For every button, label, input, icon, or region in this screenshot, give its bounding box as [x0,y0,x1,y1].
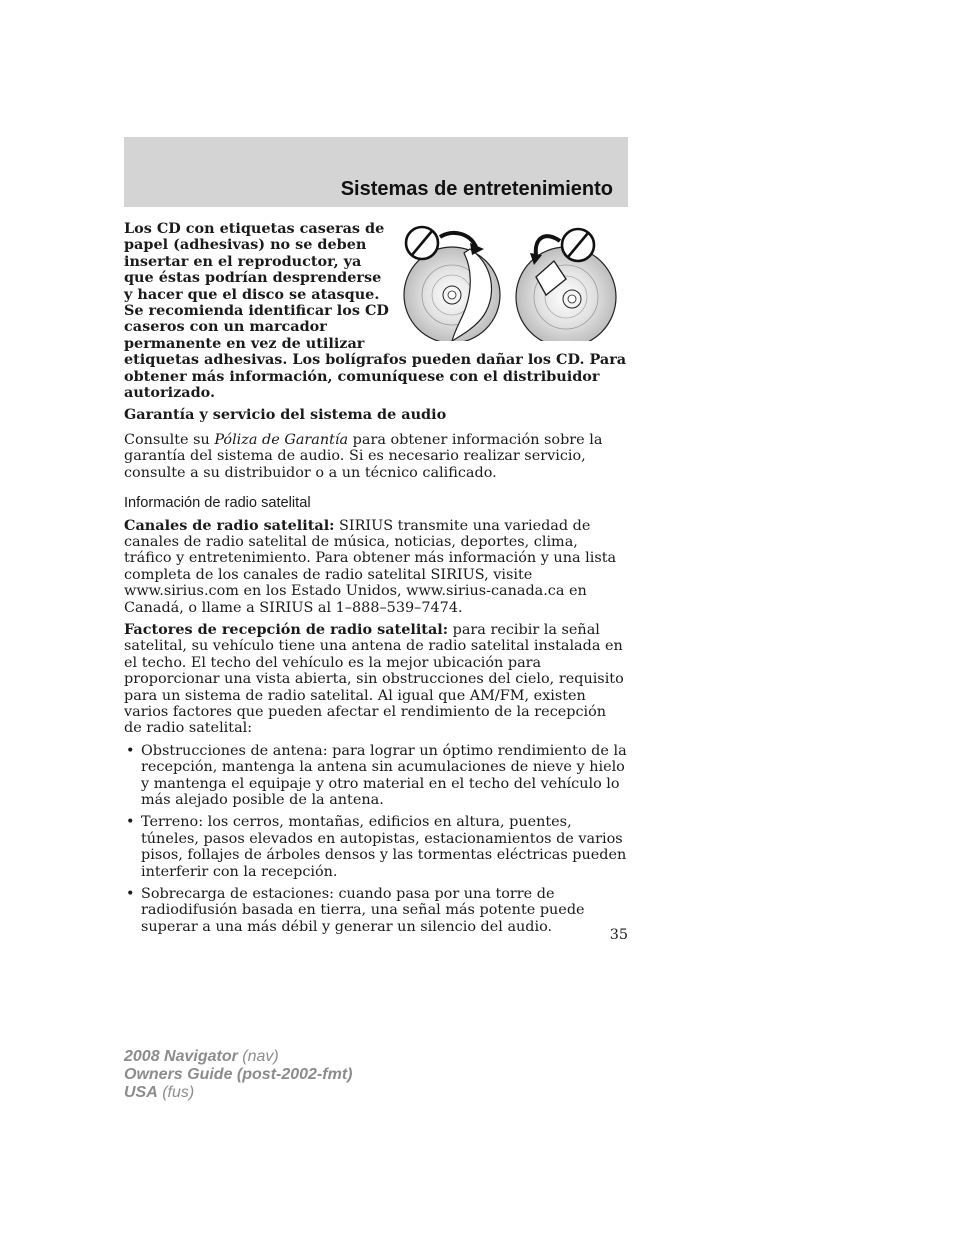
prohibited-icon [406,227,438,259]
satellite-channels-paragraph: Canales de radio satelital: SIRIUS transmite una variedad de canales de radio satelital de música, noticias, deportes, clima, tráfico y entretenimiento. Para obtener más información y una lista completa de los canales de radio satelital SIRIUS, visite www.sirius.com en los Estado Unidos, www.sirius-canada.ca en Canadá, o llame a SIRIUS al 1–888–539–7474. [124,516,617,616]
satellite-reception-lead: Factores de recepción de radio satelital: [124,620,449,638]
bullet-icon: • [126,814,135,831]
bullet-icon: • [126,742,135,759]
footer-line-model: 2008 Navigator (nav) [124,1048,279,1065]
section-title: Sistemas de entretenimiento [340,178,613,200]
page-content [124,221,628,941]
prohibited-icon [562,229,594,261]
satellite-heading: Información de radio satelital [124,495,311,512]
warranty-heading: Garantía y servicio del sistema de audio [124,406,447,424]
bullet-icon: • [126,886,135,903]
reception-factors-list [124,743,628,935]
list-item: • Obstrucciones de antena: para lograr un óptimo rendimiento de la recepción, mantenga la antena sin acumulaciones de nieve y hielo y mantenga el equipaje y otro material en el techo del vehículo lo más alejado posible de la antena. [126,742,627,808]
satellite-channels-lead: Canales de radio satelital: [124,516,335,534]
satellite-reception-paragraph: Factores de recepción de radio satelital: para recibir la señal satelital, su vehículo tiene una antena de radio satelital instalada en el techo. El techo del vehículo es la mejor ubicación para proporcionar una vista abierta, sin obstrucciones del cielo, requisito para un sistema de radio satelital. Al igual que AM/FM, existen varios factores que pueden afectar el rendimiento de la recepción de radio satelital: [124,620,624,737]
footer-line-market: USA (fus) [124,1084,195,1101]
warranty-policy-title: Póliza de Garantía [214,431,349,448]
warranty-paragraph: Consulte su Póliza de Garantía para obtener información sobre la garantía del sistema de audio. Si es necesario realizar servicio, consulte a su distribuidor o a un técnico calificado. [124,431,603,481]
page-number: 35 [609,927,628,943]
footer-line-guide: Owners Guide (post-2002-fmt) [124,1066,353,1083]
cd-warning-text: Los CD con etiquetas caseras de papel (adhesivas) no se deben insertar en el reproductor, ya que éstas podrían desprenderse y hacer que el disco se atasque. Se recomienda identificar los CD caseros con un marcador permanente en vez de utilizar etiquetas adhesivas. Los bolígrafos pueden dañar los CD. Para obtener más información, comuníquese con el distribuidor autorizado. [124,220,627,402]
list-item: • Sobrecarga de estaciones: cuando pasa por una torre de radiodifusión basada en tierra, una señal más potente puede superar a una más débil y generar un silencio del audio. [126,886,585,935]
cd-label-warning-illustration [400,223,622,341]
document-footer [124,1048,352,1102]
cd-disc-icon [516,247,616,341]
section-header [124,137,628,207]
list-item: • Terreno: los cerros, montañas, edificios en altura, puentes, túneles, pasos elevados en autopistas, estacionamientos de varios pisos, follajes de árboles densos y las tormentas eléctricas pueden interferir con la recepción. [126,814,627,880]
